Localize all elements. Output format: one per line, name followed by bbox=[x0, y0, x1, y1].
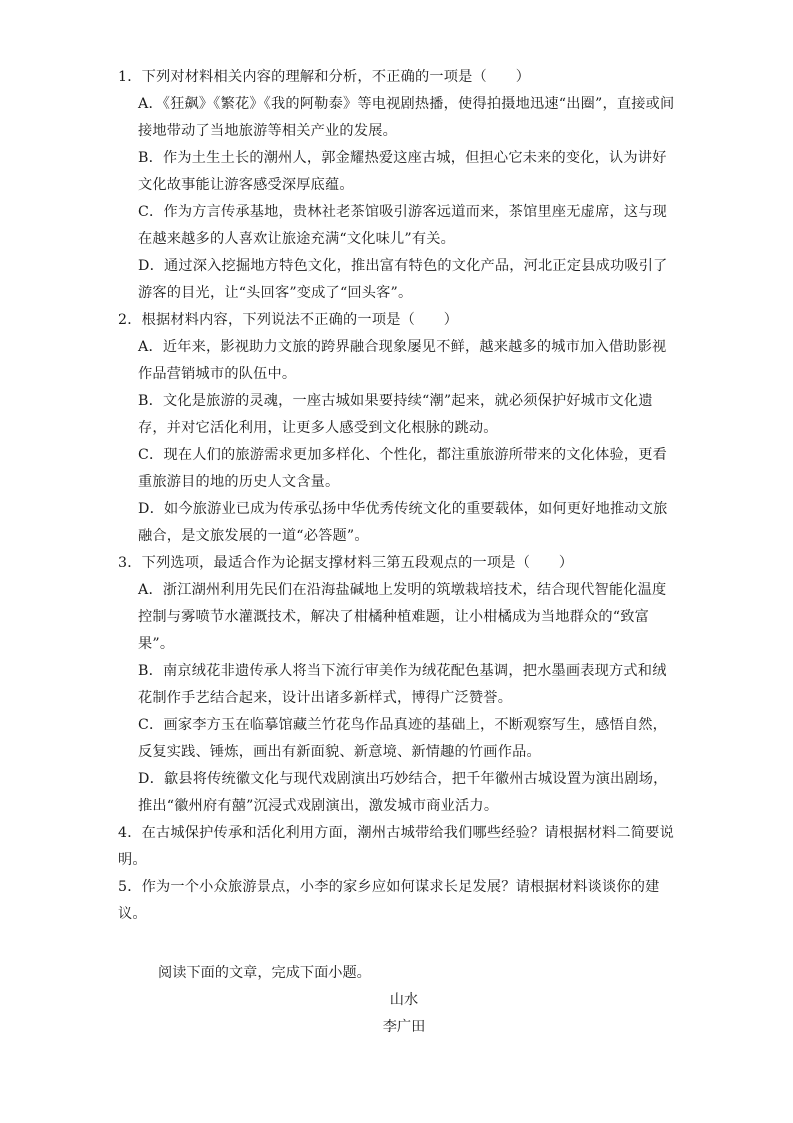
option-b: B．作为土生土长的潮州人，郭金耀热爱这座古城，但担心它未来的变化，认为讲好文化故事能让游客感受深厚底蕴。 bbox=[138, 150, 667, 193]
question-stem: 2．根据材料内容，下列说法不正确的一项是（ ） bbox=[118, 312, 459, 328]
question-stem: 3．下列选项，最适合作为论据支撑材料三第五段观点的一项是（ ） bbox=[118, 555, 574, 571]
question-stem: 4．在古城保护传承和活化利用方面，潮州古城带给我们哪些经验？请根据材料二简要说明。 bbox=[118, 825, 674, 868]
article-title: 山水 bbox=[389, 992, 419, 1008]
question-list bbox=[118, 64, 678, 928]
reading-section bbox=[118, 960, 678, 1041]
option-d: D．歙县将传统徽文化与现代戏剧演出巧妙结合，把千年徽州古城设置为演出剧场，推出“徽州府有囍”沉浸式戏剧演出，激发城市商业活力。 bbox=[138, 771, 668, 814]
question-3 bbox=[118, 550, 678, 820]
question-2 bbox=[118, 307, 678, 550]
option-c: C．作为方言传承基地，贵林社老茶馆吸引游客远道而来，茶馆里座无虚席，这与现在越来越多的人喜欢让旅途充满“文化味儿”有关。 bbox=[138, 204, 668, 247]
question-5 bbox=[118, 874, 678, 928]
option-d: D．如今旅游业已成为传承弘扬中华优秀传统文化的重要载体，如何更好地推动文旅融合，是文旅发展的一道“必答题”。 bbox=[138, 501, 668, 544]
option-a: A．近年来，影视助力文旅的跨界融合现象屡见不鲜，越来越多的城市加入借助影视作品营销城市的队伍中。 bbox=[138, 339, 667, 382]
question-stem: 1．下列对材料相关内容的理解和分析，不正确的一项是（ ） bbox=[118, 69, 531, 85]
question-4 bbox=[118, 820, 678, 874]
question-1 bbox=[118, 64, 678, 307]
article-author: 李广田 bbox=[382, 1019, 426, 1035]
option-a: A．浙江湖州利用先民们在沿海盐碱地上发明的筑墩栽培技术，结合现代智能化温度控制与雾喷节水灌溉技术，解决了柑橘种植难题，让小柑橘成为当地群众的“致富果”。 bbox=[138, 582, 667, 652]
option-a: A．《狂飙》《繁花》《我的阿勒泰》等电视剧热播，使得拍摄地迅速“出圈”，直接或间接地带动了当地旅游等相关产业的发展。 bbox=[138, 96, 675, 139]
option-b: B．南京绒花非遗传承人将当下流行审美作为绒花配色基调，把水墨画表现方式和绒花制作手艺结合起来，设计出诸多新样式，博得广泛赞誉。 bbox=[138, 663, 667, 706]
option-b: B．文化是旅游的灵魂，一座古城如果要持续“潮”起来，就必须保护好城市文化遗存，并对它活化利用，让更多人感受到文化根脉的跳动。 bbox=[138, 393, 653, 436]
reading-intro: 阅读下面的文章，完成下面小题。 bbox=[158, 965, 371, 981]
question-stem: 5．作为一个小众旅游景点，小李的家乡应如何谋求长足发展？请根据材料谈谈你的建议。 bbox=[118, 879, 660, 922]
option-c: C．现在人们的旅游需求更加多样化、个性化，都注重旅游所带来的文化体验，更看重旅游目的地的历史人文含量。 bbox=[138, 447, 668, 490]
option-d: D．通过深入挖掘地方特色文化，推出富有特色的文化产品，河北正定县成功吸引了游客的目光，让“头回客”变成了“回头客”。 bbox=[138, 258, 668, 301]
option-c: C．画家李方玉在临摹馆藏兰竹花鸟作品真迹的基础上，不断观察写生，感悟自然，反复实践、锤炼，画出有新面貌、新意境、新情趣的竹画作品。 bbox=[138, 717, 668, 760]
